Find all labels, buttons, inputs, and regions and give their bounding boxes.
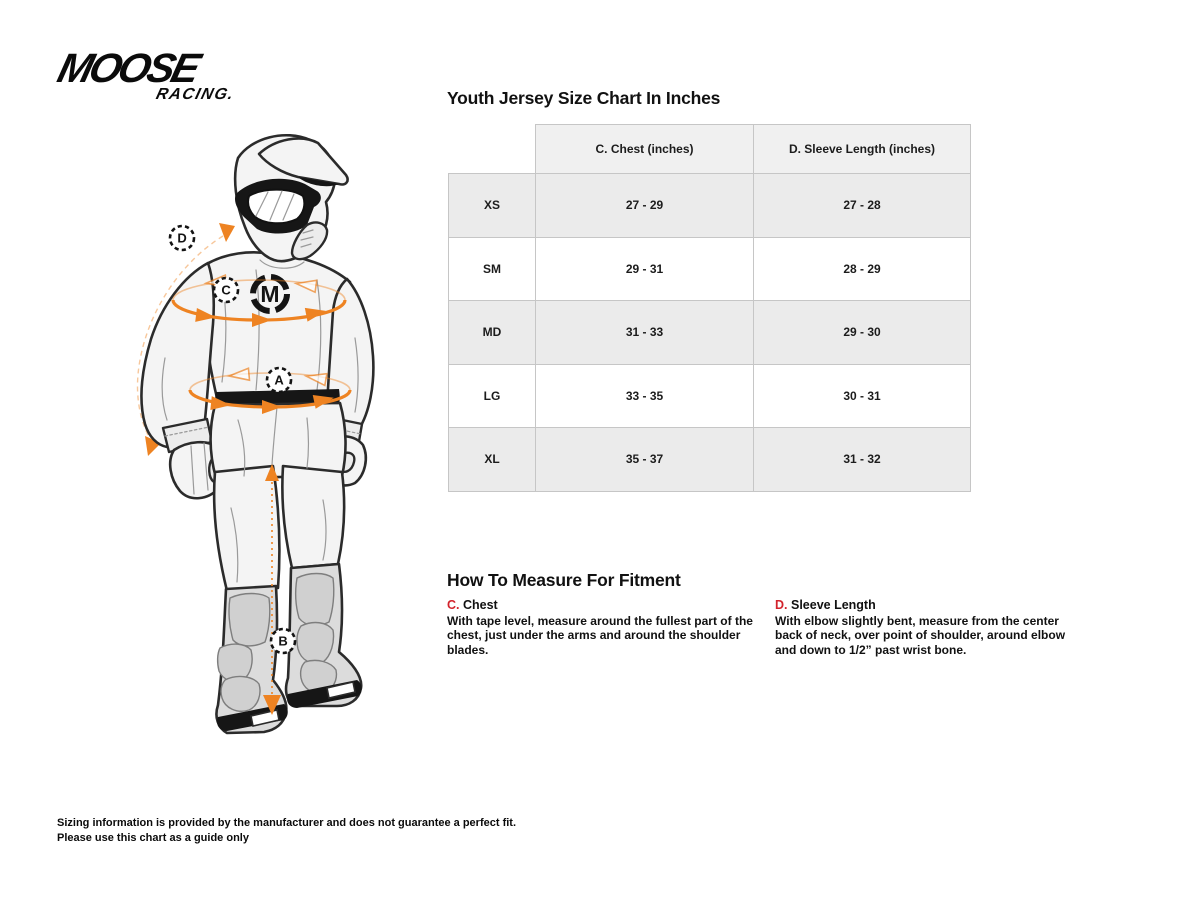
measure-letter: C. — [447, 598, 460, 612]
chest-value: 33 - 35 — [536, 364, 754, 428]
table-row — [449, 364, 971, 428]
disclaimer — [57, 816, 516, 846]
measure-letter: D. — [775, 598, 788, 612]
measure-point-a — [267, 368, 291, 392]
chest-value: 31 - 33 — [536, 301, 754, 365]
chest-value: 35 - 37 — [536, 428, 754, 492]
measure-point-b — [271, 629, 295, 653]
measure-item-chest — [447, 598, 753, 657]
measure-label: Chest — [462, 598, 498, 612]
brand-logo — [50, 45, 254, 104]
measure-item-title — [775, 598, 1077, 612]
sleeve-value: 28 - 29 — [754, 237, 971, 301]
measure-item-title — [447, 598, 753, 612]
col-header-chest: C. Chest (inches) — [536, 125, 754, 174]
measure-point-d — [170, 226, 194, 250]
measure-description: With elbow slightly bent, measure from the center back of neck, over point of shoulder, around elbow and down to 1/2” past wrist bone. — [775, 614, 1066, 657]
svg-text:A: A — [274, 372, 284, 388]
corner-cell — [449, 125, 536, 174]
page-title: Youth Jersey Size Chart In Inches — [447, 88, 721, 108]
rider-helmet — [235, 135, 348, 261]
col-header-sleeve: D. Sleeve Length (inches) — [754, 125, 971, 174]
brand-logo-wordmark: MOOSE — [53, 45, 203, 91]
svg-text:C: C — [221, 282, 231, 298]
svg-text:B: B — [278, 633, 288, 649]
sleeve-value: 29 - 30 — [754, 301, 971, 365]
rider-measurement-diagram — [55, 128, 415, 743]
size-label: XS — [449, 174, 536, 238]
measure-heading: How To Measure For Fitment — [447, 570, 681, 590]
measure-point-c — [214, 278, 238, 302]
rider-pants — [211, 403, 346, 591]
svg-text:D: D — [177, 230, 187, 246]
size-label: SM — [449, 237, 536, 301]
size-label: LG — [449, 364, 536, 428]
measure-label: Sleeve Length — [790, 598, 876, 612]
chest-value: 27 - 29 — [536, 174, 754, 238]
measure-description: With tape level, measure around the fullest part of the chest, just under the arms and around the shoulder blades. — [447, 614, 753, 657]
disclaimer-line-1: Sizing information is provided by the manufacturer and does not guarantee a perfect fit. — [57, 817, 517, 829]
header-row — [449, 125, 971, 174]
size-label: MD — [449, 301, 536, 365]
chest-value: 29 - 31 — [536, 237, 754, 301]
table-row — [449, 428, 971, 492]
svg-text:M: M — [260, 281, 280, 307]
brand-logo-subtext: RACING. — [154, 86, 237, 103]
size-label: XL — [449, 428, 536, 492]
table-row — [449, 301, 971, 365]
sleeve-value: 30 - 31 — [754, 364, 971, 428]
sleeve-value: 27 - 28 — [754, 174, 971, 238]
table-row — [449, 237, 971, 301]
size-chart-table — [448, 124, 971, 492]
table-row — [449, 174, 971, 238]
sleeve-value: 31 - 32 — [754, 428, 971, 492]
measure-item-sleeve — [775, 598, 1077, 657]
disclaimer-line-2: Please use this chart as a guide only — [57, 831, 249, 844]
